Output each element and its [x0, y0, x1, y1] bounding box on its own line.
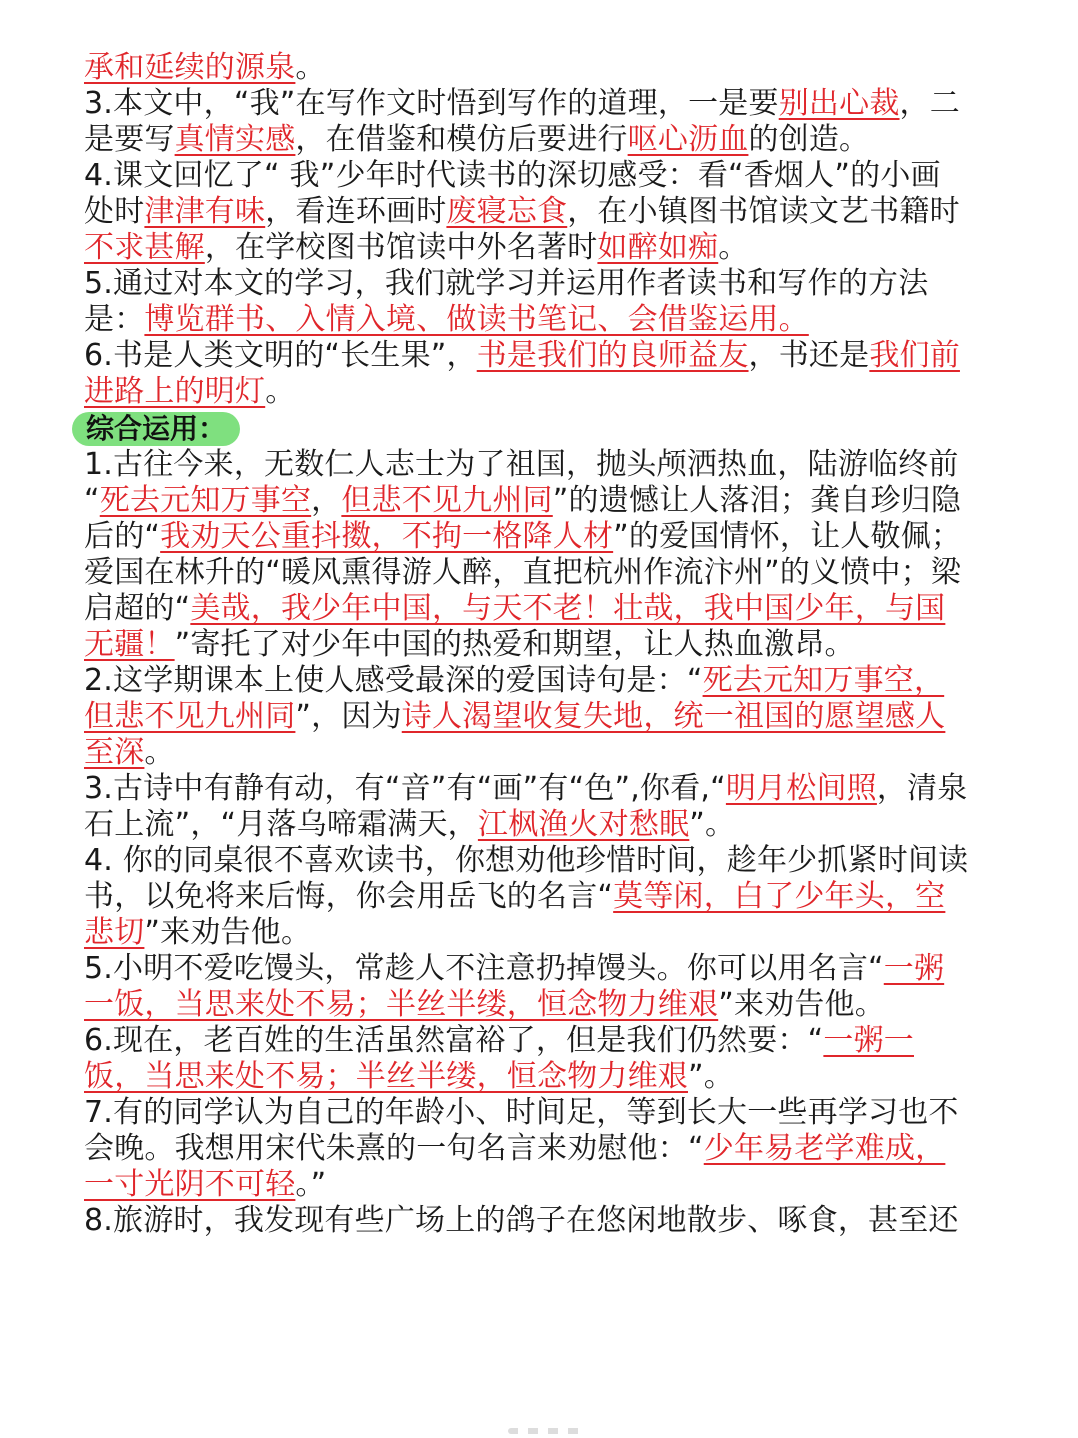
text-line: [84, 663, 998, 699]
answer-text: 至深: [84, 735, 145, 770]
section-heading: [72, 412, 998, 446]
body-text: 。: [718, 230, 749, 265]
text-line: [84, 230, 998, 266]
body-text: ，在借鉴和模仿后要进行: [295, 122, 628, 157]
text-line: [84, 555, 998, 591]
text-line: [84, 843, 998, 879]
body-text: 6.书是人类文明的“长生果”，: [84, 338, 477, 373]
text-line: [84, 1059, 998, 1095]
body-text: 后的“: [84, 519, 161, 554]
text-line: [84, 879, 998, 915]
answer-text: 但悲不见九州同: [84, 699, 296, 734]
answer-text: 江枫渔火对愁眠: [477, 807, 690, 842]
answer-text: 美哉，我少年中国，与天不老！壮哉，我中国少年，与国: [190, 591, 946, 626]
answer-text: 承和延续的源泉: [84, 50, 296, 85]
body-text: 6.现在，老百姓的生活虽然富裕了，但是我们仍然要：“: [84, 1023, 824, 1058]
answer-text: 一饭，当思来处不易；半丝半缕，恒念物力维艰: [84, 987, 719, 1022]
body-text: 是：: [84, 302, 145, 337]
body-text: 石上流”，“月落乌啼霜满天，: [84, 807, 478, 842]
answer-text: 废寝忘食: [446, 194, 568, 229]
body-text: 3.古诗中有静有动，有“音”有“画”有“色”,你看,“: [84, 771, 726, 806]
text-line: [84, 987, 998, 1023]
answer-text: 诗人渴望收复失地，统一祖国的愿望感人: [401, 699, 946, 734]
text-line: [84, 519, 998, 555]
body-text: ”。: [689, 807, 736, 842]
body-text: ”的爱国情怀，让人敬佩；: [613, 519, 962, 554]
body-text: 3.本文中，“我”在写作文时悟到写作的道理，一是要: [84, 86, 779, 121]
body-text: 处时: [84, 194, 145, 229]
answer-text: 死去元知万事空: [99, 483, 312, 518]
body-text: 2.这学期课本上使人感受最深的爱国诗句是：“: [84, 663, 703, 698]
text-line: [84, 735, 998, 771]
answer-text: 但悲不见九州同: [341, 483, 553, 518]
text-line: [84, 158, 998, 194]
body-text: ”来劝告他。: [718, 987, 885, 1022]
text-line: [84, 951, 998, 987]
body-text: 4. 你的同桌很不喜欢读书，你想劝他珍惜时间，趁年少抓紧时间读: [84, 843, 969, 878]
text-line: [84, 302, 998, 338]
text-line: [84, 1095, 998, 1131]
body-text: ，: [311, 483, 342, 518]
body-text: 书，以免将来后悔，你会用岳飞的名言“: [84, 879, 614, 914]
body-text: 会晚。我想用宋代朱熹的一句名言来劝慰他：“: [84, 1131, 704, 1166]
body-text: 7.有的同学认为自己的年龄小、时间足，等到长大一些再学习也不: [84, 1095, 959, 1130]
text-line: [84, 627, 998, 663]
body-text: ，在小镇图书馆读文艺书籍时: [567, 194, 960, 229]
answer-text: 一粥一: [823, 1023, 914, 1058]
answer-text: 进路上的明灯: [84, 374, 266, 409]
body-text: ，二: [899, 86, 960, 121]
body-text: 1.古往今来，无数仁人志士为了祖国，抛头颅洒热血，陆游临终前: [84, 447, 959, 482]
answer-text: 呕心沥血: [627, 122, 749, 157]
answer-text: 少年易老学难成，: [703, 1131, 946, 1166]
body-text: 。”: [295, 1167, 327, 1202]
text-line: [84, 338, 998, 374]
text-line: [84, 699, 998, 735]
body-text: ，看连环画时: [265, 194, 447, 229]
body-text: 8.旅游时，我发现有些广场上的鸽子在悠闲地散步、啄食，甚至还: [84, 1203, 959, 1238]
body-text: ，在学校图书馆读中外名著时: [204, 230, 598, 265]
answer-text: 博览群书、入情入境、做读书笔记、会借鉴运用。: [144, 302, 809, 337]
body-text: 启超的“: [84, 591, 191, 626]
text-line: [84, 50, 998, 86]
answer-text: 津津有味: [144, 194, 266, 229]
answer-text: 如醉如痴: [597, 230, 719, 265]
body-text: ”，因为: [295, 699, 402, 734]
text-line: [84, 771, 998, 807]
body-text: 5.小明不爱吃馒头，常趁人不注意扔掉馒头。你可以用名言“: [84, 951, 884, 986]
text-line: [84, 194, 998, 230]
body-text: 4.课文回忆了“ 我”少年时代读书的深切感受：看“香烟人”的小画: [84, 158, 941, 193]
text-line: [84, 447, 998, 483]
text-line: [84, 122, 998, 158]
answer-text: 不求甚解: [84, 230, 205, 265]
answer-text: 无疆！: [84, 627, 175, 662]
body-text: ，清泉: [876, 771, 968, 806]
body-text: 。: [265, 374, 296, 409]
body-text: ”寄托了对少年中国的热爱和期望，让人热血激昂。: [174, 627, 855, 662]
body-text: ”来劝告他。: [144, 915, 312, 950]
answer-text: 一寸光阴不可轻: [84, 1167, 296, 1202]
body-text: 是要写: [84, 122, 175, 157]
answer-text: 饭，当思来处不易；半丝半缕，恒念物力维艰: [84, 1059, 688, 1094]
answer-text: 我劝天公重抖擞，不拘一格降人材: [160, 519, 614, 554]
body-text: 。: [295, 50, 326, 85]
body-text: “: [84, 483, 100, 518]
text-line: [84, 86, 998, 122]
section-heading-label: 综合运用：: [72, 412, 240, 446]
answer-text: 书是我们的良师益友: [476, 338, 749, 373]
body-text: 的创造。: [748, 122, 870, 157]
body-text: 5.通过对本文的学习，我们就学习并运用作者读书和写作的方法: [84, 266, 929, 301]
answer-text: 莫等闲，白了少年头，空: [613, 879, 946, 914]
text-line: [84, 1131, 998, 1167]
body-text: ”的遗憾让人落泪；龚自珍归隐: [552, 483, 962, 518]
text-line: [84, 1023, 998, 1059]
text-line: [84, 483, 998, 519]
text-line: [84, 1167, 998, 1203]
answer-text: 真情实感: [174, 122, 296, 157]
body-text: 。: [144, 735, 175, 770]
page-indicator: [508, 1428, 588, 1434]
answer-text: 我们前: [869, 338, 960, 373]
answer-text: 死去元知万事空，: [702, 663, 945, 698]
text-line: [84, 374, 998, 410]
answer-text: 一粥: [883, 951, 945, 986]
body-text: ”。: [688, 1059, 734, 1094]
answer-text: 明月松间照: [725, 771, 877, 806]
text-line: [84, 266, 998, 302]
text-line: [84, 591, 998, 627]
body-text: 爱国在林升的“暖风熏得游人醉，直把杭州作流汴州”的义愤中；梁: [84, 555, 962, 590]
text-line: [84, 1203, 998, 1239]
answer-text: 悲切: [84, 915, 145, 950]
text-line: [84, 807, 998, 843]
body-text: ，书还是: [748, 338, 870, 373]
text-line: [84, 915, 998, 951]
answer-text: 别出心裁: [778, 86, 900, 121]
